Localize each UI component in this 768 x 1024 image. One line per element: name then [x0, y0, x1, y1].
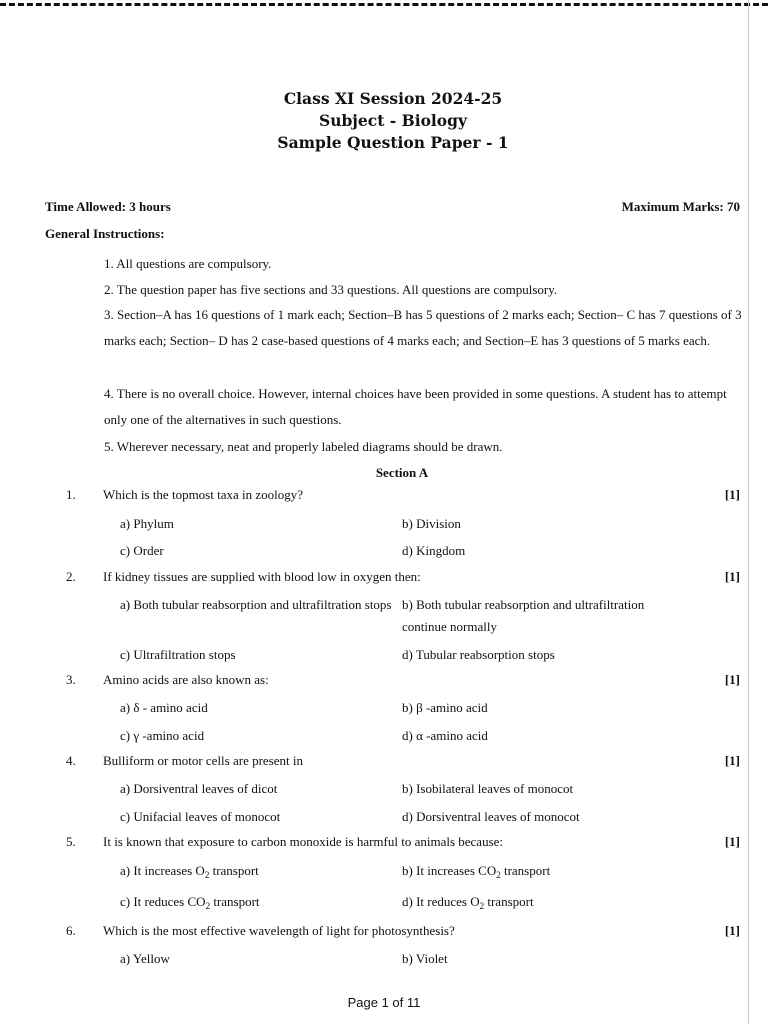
option-text: a) It increases O: [120, 863, 205, 878]
question-text: Amino acids are also known as:: [103, 672, 269, 687]
instruction-number: 1.: [104, 256, 114, 271]
instruction-item: [104, 302, 744, 354]
instruction-item: [104, 251, 744, 277]
instruction-text: There is no overall choice. However, internal choices have been provided in some questions. A student has to attempt only one of the alternatives in such questions.: [104, 386, 727, 427]
instruction-number: 5.: [104, 439, 114, 454]
option-b: b) Isobilateral leaves of monocot: [402, 781, 574, 796]
instruction-number: 4.: [104, 386, 114, 401]
option-text: transport: [210, 894, 260, 909]
option-c: c) Ultrafiltration stops: [120, 647, 236, 662]
option-a: a) Both tubular reabsorption and ultrafiltration stops: [120, 597, 392, 612]
question-text: Which is the most effective wavelength of light for photosynthesis?: [103, 923, 455, 938]
option-a: a) Phylum: [120, 516, 174, 531]
option-b: b) β -amino acid: [402, 700, 488, 715]
question-number: 6.: [66, 923, 76, 938]
question-marks: [1]: [724, 834, 740, 849]
question-marks: [1]: [724, 923, 740, 938]
option-c: c) Order: [120, 543, 164, 558]
instruction-item: [104, 434, 744, 460]
instruction-text: The question paper has five sections and 33 questions. All questions are compulsory.: [116, 282, 558, 297]
question-number: 3.: [66, 672, 76, 687]
option-d: d) Kingdom: [402, 543, 466, 558]
instruction-text: All questions are compulsory.: [116, 256, 272, 271]
option-c: [120, 891, 395, 917]
option-c: c) γ -amino acid: [120, 728, 205, 743]
question-marks: [1]: [724, 672, 740, 687]
option-text: transport: [500, 863, 551, 878]
instruction-text: Wherever necessary, neat and properly labeled diagrams should be drawn.: [116, 439, 503, 454]
option-b: b) Division: [402, 516, 461, 531]
question-number: 2.: [66, 569, 76, 584]
class-session-title: Class XI Session 2024-25: [283, 89, 503, 108]
question-number: 1.: [66, 487, 76, 502]
subscript: 2: [205, 901, 211, 911]
general-instructions-heading: General Instructions:: [45, 226, 165, 241]
instruction-number: 2.: [104, 282, 114, 297]
option-a: a) δ - amino acid: [120, 700, 208, 715]
option-text: transport: [209, 863, 259, 878]
option-a: a) Yellow: [120, 951, 170, 966]
option-a: [120, 860, 395, 886]
option-b: b) Both tubular reabsorption and ultrafiltration continue normally: [402, 597, 645, 634]
subject-title: Subject - Biology: [319, 111, 467, 130]
subscript: 2: [204, 870, 210, 880]
question-text: Bulliform or motor cells are present in: [103, 753, 304, 768]
option-text: transport: [484, 894, 534, 909]
option-a: a) Dorsiventral leaves of dicot: [120, 781, 278, 796]
time-allowed: Time Allowed: 3 hours: [45, 199, 171, 214]
instruction-item: [104, 277, 744, 303]
subscript: 2: [479, 901, 485, 911]
option-text: d) It reduces O: [402, 894, 480, 909]
question-marks: [1]: [724, 569, 740, 584]
option-text: b) It increases CO: [402, 863, 497, 878]
option-b: b) Violet: [402, 951, 448, 966]
page-number: Page 1 of 11: [347, 995, 421, 1010]
top-dashed-border: [0, 3, 768, 6]
question-number: 5.: [66, 834, 76, 849]
subscript: 2: [496, 870, 501, 880]
instruction-item: [104, 381, 744, 433]
question-marks: [1]: [724, 753, 740, 768]
paper-title-block: [0, 88, 768, 154]
maximum-marks: Maximum Marks: 70: [621, 199, 740, 214]
question-marks: [1]: [724, 487, 740, 502]
question-text: If kidney tissues are supplied with blood low in oxygen then:: [103, 569, 421, 584]
option-d: d) Dorsiventral leaves of monocot: [402, 809, 580, 824]
option-d: d) Tubular reabsorption stops: [402, 647, 555, 662]
option-d: d) α -amino acid: [402, 728, 488, 743]
paper-title: Sample Question Paper - 1: [277, 133, 509, 152]
instruction-number: 3.: [104, 307, 114, 322]
instruction-text: Section–A has 16 questions of 1 mark each; Section–B has 5 questions of 2 marks each; Section– C has 7 questions of 3 marks each; Section– D has 2 case-based questions of 4 marks each; and Section–E has 3 questions of 5 marks each.: [104, 307, 742, 348]
option-text: c) It reduces CO: [120, 894, 206, 909]
option-c: c) Unifacial leaves of monocot: [120, 809, 281, 824]
section-a-heading: Section A: [375, 465, 429, 480]
question-number: 4.: [66, 753, 76, 768]
question-text: It is known that exposure to carbon monoxide is harmful to animals because:: [103, 834, 504, 849]
question-text: Which is the topmost taxa in zoology?: [103, 487, 304, 502]
option-b: [402, 860, 682, 886]
option-d: [402, 891, 682, 917]
